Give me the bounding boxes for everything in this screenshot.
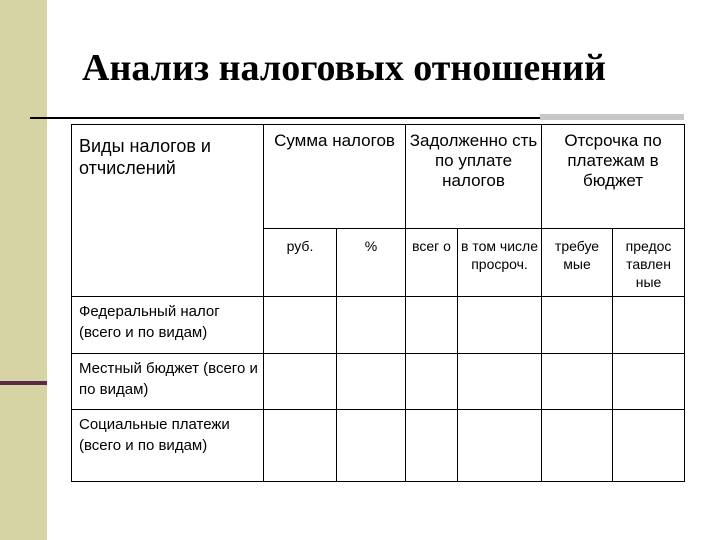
row-label-federal: Федеральный налог (всего и по видам) [72,297,264,354]
row-label-social: Социальные платежи (всего и по видам) [72,410,264,482]
table-cell [542,297,613,354]
table-row [72,410,685,482]
sub-header-overdue: в том числе просроч. [458,229,542,297]
table-cell [406,410,458,482]
table-cell [613,297,685,354]
sub-header-granted: предос тавлен ные [613,229,685,297]
sub-header-requested: требуе мые [542,229,613,297]
table-cell [406,297,458,354]
table-cell [406,354,458,410]
row-label-local: Местный бюджет (всего и по видам) [72,354,264,410]
table-row [72,354,685,410]
corner-header: Виды налогов и отчислений [72,125,264,297]
table-cell [542,354,613,410]
group-header-sum: Сумма налогов [264,125,406,229]
table-cell [458,354,542,410]
table-cell [613,410,685,482]
left-decor-accent [0,381,47,385]
table-cell [458,297,542,354]
table-cell [264,354,337,410]
table-cell [458,410,542,482]
table-cell [264,410,337,482]
table-cell [337,297,406,354]
table-cell [542,410,613,482]
table-cell [613,354,685,410]
title-underline [30,117,540,119]
table-row [72,297,685,354]
group-header-deferral: Отсрочка по платежам в бюджет [542,125,685,229]
group-header-row [72,125,685,229]
sub-header-total: всег о [406,229,458,297]
group-header-debt: Задолженно сть по уплате налогов [406,125,542,229]
sub-header-rub: руб. [264,229,337,297]
table-cell [337,354,406,410]
tax-analysis-table [71,124,685,482]
title-underline-accent [540,114,684,120]
left-decor-bar [0,0,47,540]
table-cell [337,410,406,482]
slide-title: Анализ налоговых отношений [82,47,606,89]
table-cell [264,297,337,354]
sub-header-percent: % [337,229,406,297]
